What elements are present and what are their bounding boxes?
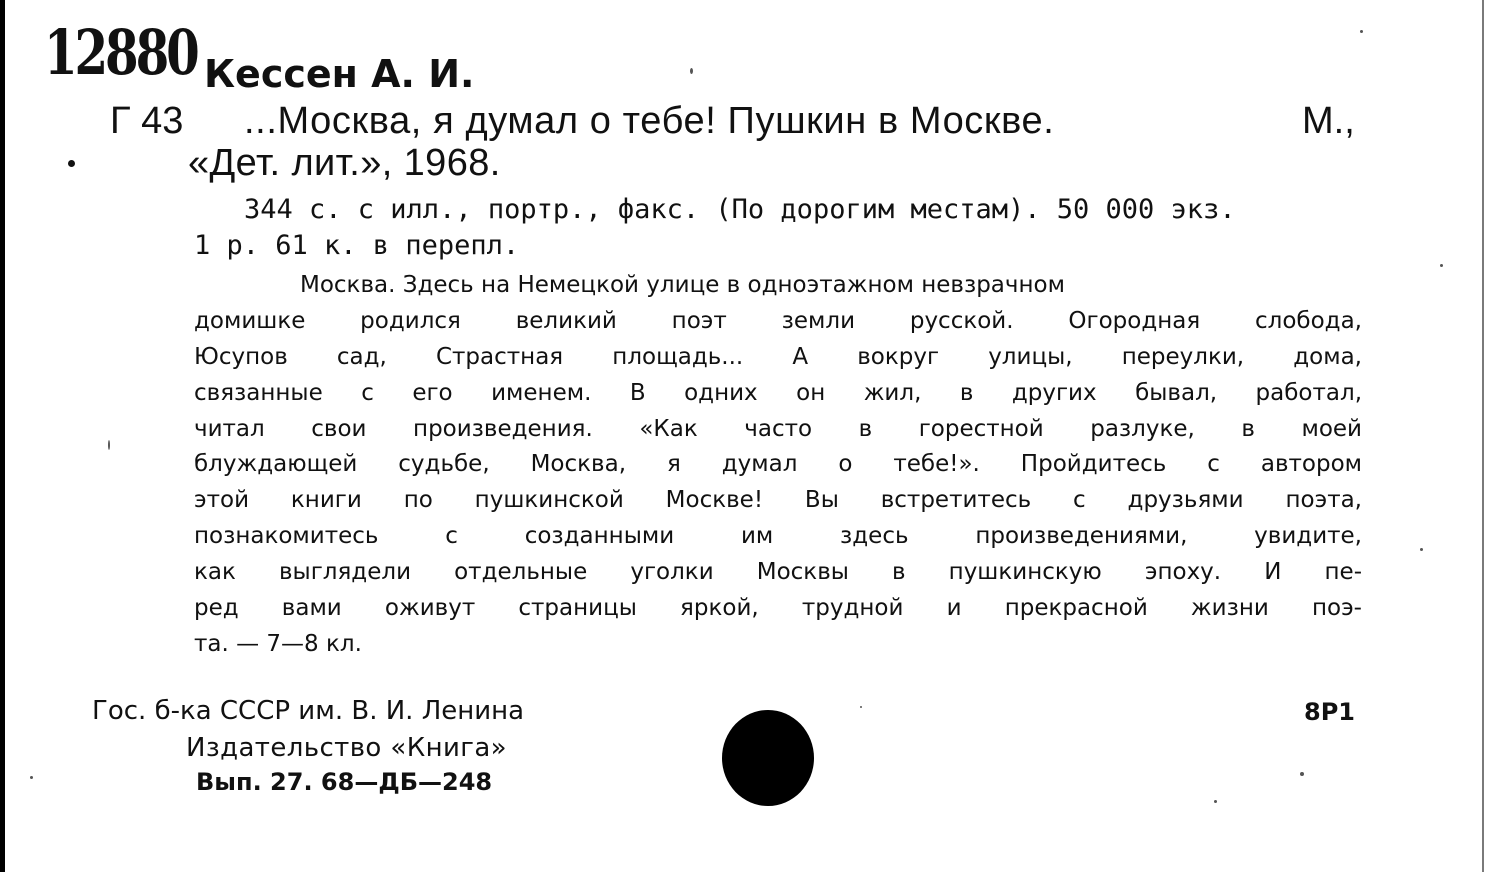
book-title: ...Москва, я думал о тебе! Пушкин в Москве. <box>244 100 1055 142</box>
margin-dot <box>68 160 75 167</box>
paper-speck <box>690 68 693 74</box>
card-right-edge <box>1482 0 1484 872</box>
paper-speck <box>108 440 110 450</box>
paper-speck <box>1420 548 1423 551</box>
library-imprint: Гос. б-ка СССР им. В. И. Ленина <box>92 696 525 726</box>
paper-speck <box>1300 772 1304 776</box>
author-heading: Кессен А. И. <box>204 52 475 96</box>
annotation-line: познакомитесь с созданными им здесь произведениями, увидите, <box>194 523 1362 550</box>
annotation-line: домишке родился великий поэт земли русской. Огородная слобода, <box>194 307 1362 334</box>
annotation-line: как выглядели отдельные уголки Москвы в пушкинскую эпоху. И пе- <box>194 559 1362 586</box>
annotation-line: связанные с его именем. В одних он жил, в других бывал, работал, <box>194 379 1362 406</box>
price-binding: 1 р. 61 к. в перепл. <box>194 230 520 261</box>
paper-speck <box>1440 264 1443 267</box>
publishing-house: Издательство «Книга» <box>186 733 507 763</box>
paper-speck <box>1360 30 1363 33</box>
annotation-line: этой книги по пушкинской Москве! Вы встретитесь с друзьями поэта, <box>194 487 1362 514</box>
paper-speck <box>30 776 33 779</box>
paper-speck <box>1214 800 1217 803</box>
classification-code: 8Р1 <box>1304 698 1355 726</box>
publisher-year: «Дет. лит.», 1968. <box>188 142 501 184</box>
shelf-code: Г 43 <box>110 100 184 142</box>
card-left-edge <box>0 0 5 872</box>
annotation-line: читал свои произведения. «Как часто в горестной разлуке, в моей <box>194 415 1362 442</box>
annotation-line: Москва. Здесь на Немецкой улице в одноэтажном невзрачном <box>300 272 1065 298</box>
annotation-line: блуждающей судьбе, Москва, я думал о тебе!». Пройдитесь с автором <box>194 451 1362 478</box>
annotation-line: ред вами оживут страницы яркой, трудной и прекрасной жизни поэ- <box>194 595 1362 622</box>
paper-speck <box>860 706 862 708</box>
issue-number: Вып. 27. 68—ДБ—248 <box>196 768 493 796</box>
annotation <box>194 268 1362 663</box>
handwritten-inventory-number: 12880 <box>44 16 197 89</box>
annotation-line: Юсупов сад, Страстная площадь... А вокруг улицы, переулки, дома, <box>194 343 1362 370</box>
annotation-line: та. — 7—8 кл. <box>194 630 362 657</box>
publication-city: М., <box>1302 100 1355 142</box>
physical-description: 344 с. с илл., портр., факс. (По дорогим местам). 50 000 экз. <box>244 194 1236 225</box>
punch-hole <box>722 710 814 806</box>
